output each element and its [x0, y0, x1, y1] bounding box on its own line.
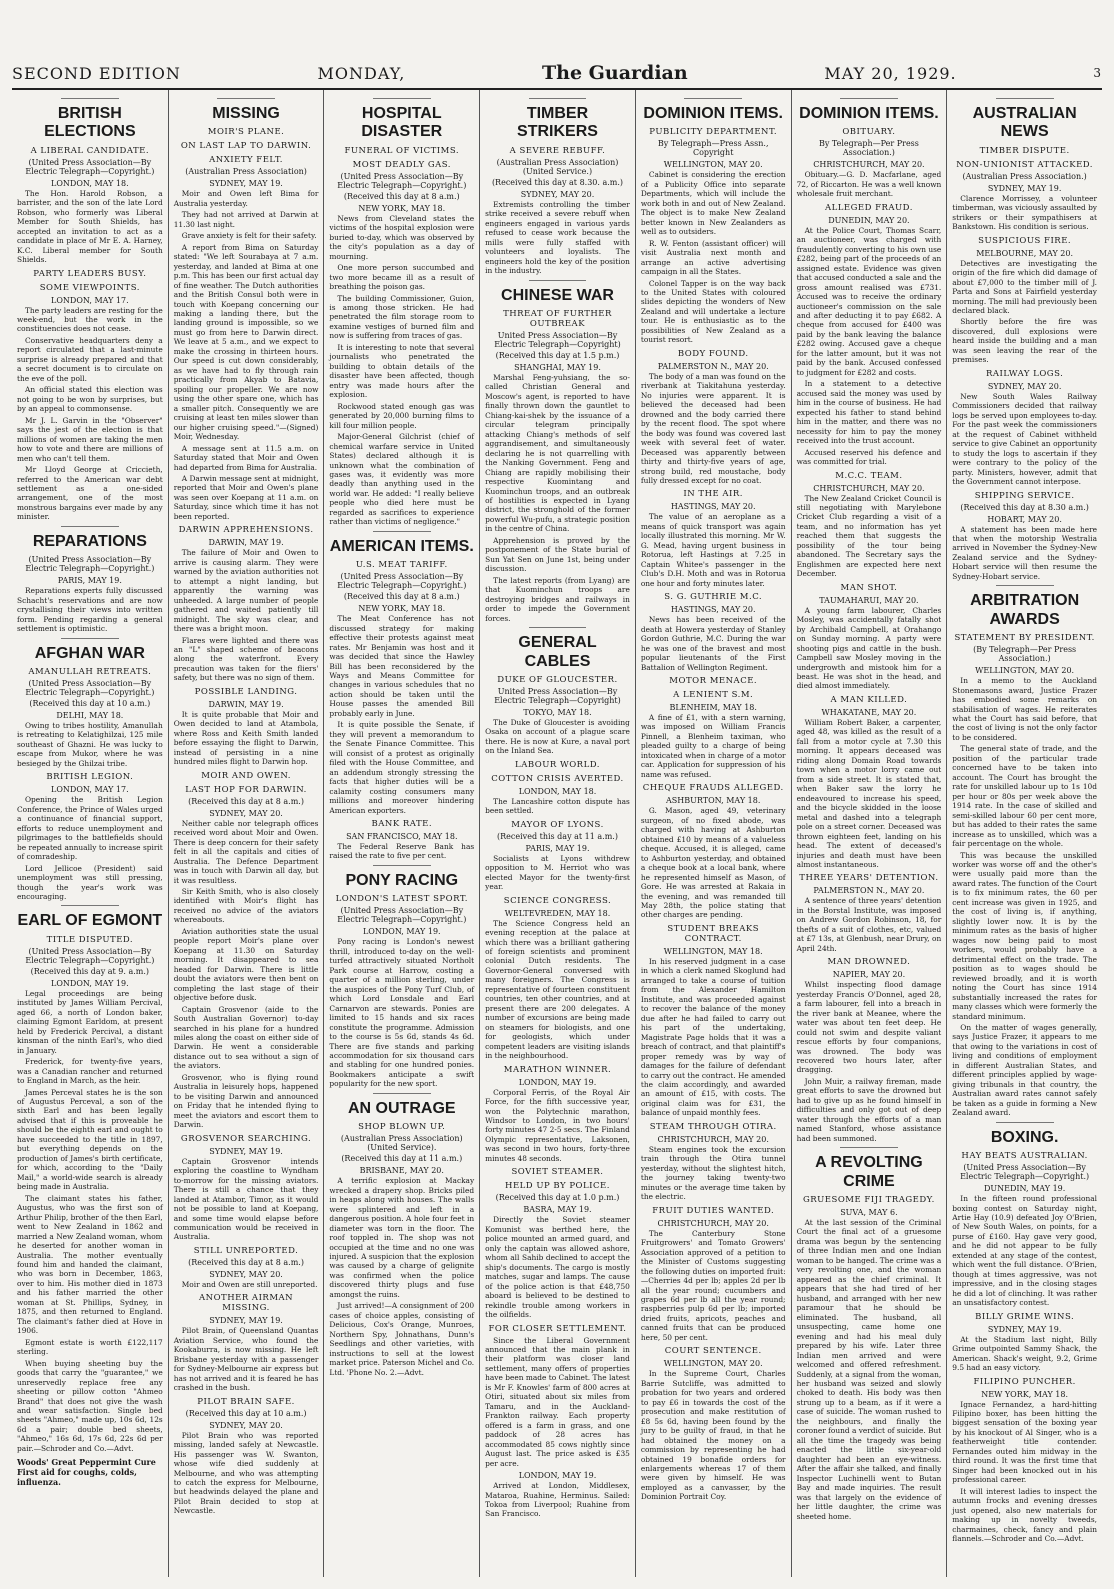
subheading: MOTOR MENACE.: [669, 676, 758, 687]
press-credit: (Australian Press Association): [185, 167, 307, 177]
body-paragraph: Shortly before the fire was discovered, dull explosions were heard inside the building and a man was seen leaving the rear of the premises.: [952, 317, 1097, 365]
dateline: CHRISTCHURCH, MAY 20.: [657, 1134, 769, 1144]
article-headline: REPARATIONS: [32, 532, 147, 550]
dateline: WELLINGTON, MAY 18.: [663, 946, 763, 956]
dateline: SYDNEY, MAY 20.: [209, 1269, 283, 1279]
divider: [529, 627, 587, 628]
subheading: BRITISH LEGION.: [46, 772, 134, 783]
body-paragraph: Directly the Soviet steamer Komunist was berthed here, the police mounted an armed guard, and only the captain was allowed ashore, whom all Sahib declined to accept the ship's documents. The cargo is mostly matches, sugar and lamps. The cause of the police action is that £48,750 aboard is believed to be destined to rekindle trouble among workers in the oilfields.: [485, 1215, 630, 1320]
body-paragraph: The Canterbury Stone Fruitgrowers' and Tomato Growers' Association approved of a petition to the Minister of Customs suggesting the following duties on imported fruit:—Cherries 4d per lb; apples 2d per lb all the year round; cucumbers and grapes 6d per lb all the year round; raspberries pulp 6d per lb; imported dried fruits, apricots, peaches and canned fruits that can be produced here, 50 per cent.: [640, 1228, 786, 1342]
article-headline: MISSING: [212, 105, 280, 122]
subheading: MAYOR OF LYONS.: [511, 819, 604, 830]
press-credit: (United Press Association—By Electric Telegraph—Copyright.): [337, 572, 467, 591]
body-paragraph: A Darwin message sent at midnight, reported that Moir and Owen's plane was seen over Koepang at 11 a.m. on Saturday, since which time it has not been reported.: [173, 473, 319, 521]
article-headline: CHINESE WAR: [501, 286, 614, 304]
dateline: WELLINGTON, MAY 20.: [663, 1359, 763, 1369]
body-paragraph: Owing to tribes hostility, Amanullah is retreating to Kelatighilzai, 125 mile southeast of Ghazni. He was lucky to escape from Mukor, where he was besieged by the Ghilzai tribe.: [17, 720, 163, 768]
body-paragraph: Lord Jellicoe (President) said unemployment was still pressing, though the year's work was encouraging.: [17, 863, 163, 901]
press-credit: (Received this day at 8 a.m.): [343, 191, 460, 201]
news-column-5: [635, 90, 791, 1577]
dateline: SYDNEY, MAY 20.: [209, 808, 283, 818]
press-credit: (Received this day at 8 a.m.): [188, 796, 304, 806]
subheading: MOIR AND OWEN.: [201, 770, 291, 781]
body-paragraph: The Lancashire cotton dispute has been settled.: [485, 796, 630, 816]
subheading: BODY FOUND.: [677, 348, 749, 359]
body-paragraph: Obituary.—G. D. Macfarlane, aged 72, of Riccarton. He was a well known wholesale fruit merchant.: [796, 170, 942, 199]
subheading: A LIBERAL CANDIDATE.: [30, 145, 150, 156]
article-headline: BOXING.: [990, 1128, 1059, 1146]
news-column-7: [946, 90, 1102, 1577]
body-paragraph: The Hon. Harold Robson, a barrister, and the son of the late Lord Robson, who formerly was Liberal Member for South Shields, has accepted an invitation to act as a candidate in place of Mr E. A. Harney, K.C. Liberal member for South Shields.: [17, 188, 163, 265]
body-paragraph: A report from Bima on Saturday stated: "We left Sourabaya at 7 a.m. yesterday, and landed at Bima at one p.m. This has been our first actual day of fine weather. The Dutch authorities and the British Consul both were in touch with Koepang concerning our making a landing there, but the landing ground is impossible, so we must go from here to Darwin direct. We leave at 5 a.m., and we expect to make the crossing in thirteen hours. Our speed is cut down considerably, as we have had to fly through rain practically from Akyab to Batavia, spoiling our propeller. We are now using the other spare one, which has a smaller pitch. Consequently we are cruising at least ten miles slower than our higher cruising speed."—(Signed) Moir, Wednesday.: [173, 242, 319, 442]
news-columns: [12, 90, 1102, 1577]
body-paragraph: Mr Lloyd George at Criccieth, referred to the American war debt settlement as a one-sided arrangement, one of the most monstrous bargains ever made by any minister.: [17, 465, 163, 522]
body-paragraph: Arrived at London, Middlesex, Mataroa, Ruahine, Herminus. Sailed: Tokoa from Liverpool; Ruahine from San Francisco.: [485, 1481, 630, 1519]
subheading: ANOTHER AIRMAN MISSING.: [199, 1293, 294, 1314]
body-paragraph: Corporal Ferris, of the Royal Air Force, for the fifth successive year, won the Polytechnic marathon, Windsor to London, in two hours' forty minutes 47 2-5 secs. The Finland Olympic representative, Laksonen, was second in two hours, forty-three minutes 48 seconds.: [485, 1087, 630, 1163]
body-paragraph: Aviation authorities state the usual people report Moir's plane over Koepang at 11.30 on Saturday morning. It disappeared to sea headed for Darwin. There is little doubt the aviators were then bent on completing the last stage of their objective before dusk.: [173, 926, 319, 1003]
body-paragraph: Accused reserved his defence and was committed for trial.: [796, 447, 942, 467]
body-paragraph: A message sent at 11.5 a.m. on Saturday stated that Moir and Owen had departed from Bima for Australia.: [173, 443, 319, 472]
subheading: AMANULLAH RETREATS.: [28, 666, 152, 677]
press-credit: (Received this day at 8.30. a.m.): [491, 177, 624, 187]
body-paragraph: Pilot Brain, of Queensland Quantas Aviation Service, who found the Kookaburra, is now missing. He left Brisbane yesterday with a passenger for Sydney-Melbourne air express but has not arrived and it is feared he has crashed in the bush.: [173, 1326, 319, 1393]
body-paragraph: Marshal Feng-yuhsiang, the so-called Christian General and Moscow's agent, is reported to have finally thrown down the gauntlet to Chiang-kai-shek by the issuance of a circular telegram principally attacking Chiang's methods of self aggrandisement, and simultaneously declaring he is not quarrelling with the Nanking Government. Feng and Chiang are rapidly mobilising their respective Kuomintang and Kuominchun troops, and an outbreak of hostilities is expected in Lyang district, the stronghold of the former powerful Wu-pufu, a strategic position in the centre of China.: [485, 372, 630, 534]
body-paragraph: The Federal Reserve Bank has raised the rate to five per cent.: [329, 842, 475, 861]
press-credit: (Received this day at 1.5 p.m.): [495, 350, 620, 360]
newspaper-title: The Guardian: [542, 62, 688, 84]
subheading: LABOUR WORLD.: [515, 759, 600, 770]
press-credit: (United Press Association—By Electric Telegraph—Copyright.): [337, 171, 467, 190]
dateline: DARWIN, MAY 19.: [208, 538, 284, 548]
body-paragraph: A terrific explosion at Mackay wrecked a drapery shop. Bricks piled in heaps along with houses. The walls were splintered and left in a dangerous position. A hole four feet in diameter was torn in the floor. The roof toppled in. The shop was not occupied at the time and no one was injured. A suspicion that the explosion was caused by a charge of gelignite was confirmed when the police discovered thirty plugs and fuse amongst the ruins.: [329, 1176, 475, 1299]
news-column-4: [479, 90, 635, 1577]
subheading: POSSIBLE LANDING.: [194, 686, 298, 697]
divider: [61, 98, 119, 99]
subheading: GROSVENOR SEARCHING.: [180, 1133, 312, 1144]
day-label: MONDAY,: [317, 63, 406, 83]
body-paragraph: In the fifteen round professional boxing contest on Saturday night, Artie Hay (10.9) defeated Joy O'Brien, of New South Wales, on points, for a purse of £160. Hay gave very good, and he did not appear to be fully extended at any stage of the contest, which went the full distance. O'Brien, though at times aggressive, was not impressive, and in the closing stages he did a lot of clinching. It was rather an unsatisfactory contest.: [952, 1194, 1097, 1308]
subheading: MOST DEADLY GAS.: [352, 159, 451, 170]
body-paragraph: New South Wales Railway Commissioners decided that railway logs be served upon employees to-day. For the past week the commissioners at the request of Cabinet withheld service to give Cabinet an opportunity to study the logs to ascertain if they were contrary to the policy of the party. Ministers, however, admit that the Government cannot interpose.: [952, 391, 1097, 487]
dateline: SYDNEY, MAY 20.: [987, 381, 1062, 391]
body-paragraph: John Muir, a railway fireman, made great efforts to save the drowned but had to give up as he found himself in difficulties and only got out of deep water through the efforts of a man named Stanford, whose assistance had been summoned.: [796, 1076, 942, 1143]
divider: [840, 1147, 898, 1148]
body-paragraph: Detectives are investigating the origin of the fire which did damage of about £7,000 to the timber mill of J. Parta and Sons at Fairfield yesterday morning. The mill had previously been declared black.: [952, 258, 1097, 315]
subheading: GRUESOME FIJI TRAGEDY.: [802, 1195, 935, 1206]
press-credit: (Received this day at 8 a.m.): [343, 592, 460, 602]
subheading: FUNERAL OF VICTIMS.: [344, 145, 460, 156]
dateline: NEW YORK, MAY 18.: [358, 203, 446, 213]
body-paragraph: Frederick, for twenty-five years, was a Canadian rancher and returned to England in March, as the heir.: [17, 1057, 163, 1086]
subheading: SOVIET STEAMER.: [511, 1167, 604, 1178]
body-paragraph: Grosvenor, who is flying round Australia in leisurely hops, happened to be visiting Darwin and announced on Friday that he intended flying to meet the aviators and escort them to Darwin.: [173, 1072, 319, 1130]
divider: [529, 98, 587, 99]
body-paragraph: The building Commissioner, Guion, is among those stricken. He had penetrated the film storage room to examine vestiges of burned film and now is suffering from traces of gas.: [329, 293, 475, 341]
body-paragraph: The New Zealand Cricket Council is still negotiating with Marylebone Cricket Club regarding a visit of a team, and no information has yet reached them that suggests the possibility of the tour being abandoned. The Secretary says the Englishmen are expected here next December.: [796, 493, 942, 579]
subheading: CHEQUE FRAUDS ALLEGED.: [642, 783, 784, 794]
press-credit: United Press Association—By Electric Telegraph—Copyright): [494, 686, 621, 705]
dateline: HASTINGS, MAY 20.: [670, 605, 756, 615]
divider: [61, 638, 119, 639]
body-paragraph: The claimant states his father, Augustus, who was the first son of Arthur Philip, brother of the then Earl, went to New Zealand in 1862 and married a New Zealand woman, whom he deserted for another woman in Australia. The mother eventually found him and handed the claimant, who was born in December, 1863, over to him. His mother died in 1873 and his father married the other woman at St. Phillips, Sydney, in 1875, and then returned to England. The claimant's father died at Hove in 1906.: [17, 1193, 163, 1336]
press-credit: (Received this day at 8.30 a.m.): [960, 502, 1089, 512]
dateline: DUNEDIN, MAY 20.: [828, 215, 910, 225]
subheading: PUBLICITY DEPARTMENT.: [649, 127, 778, 138]
dateline: LONDON, MAY 19.: [362, 927, 441, 937]
edition-label: SECOND EDITION: [12, 63, 181, 83]
subheading: ON LAST LAP TO DARWIN.: [180, 141, 312, 152]
subheading: RAILWAY LOGS.: [985, 368, 1064, 379]
subheading: SHOP BLOWN UP.: [358, 1122, 446, 1133]
subheading: A MAN KILLED.: [830, 694, 908, 705]
divider: [529, 280, 587, 281]
dateline: HASTINGS, MAY 20.: [670, 502, 756, 512]
body-paragraph: The value of an aeroplane as a means of quick transport was again locally illustrated this morning. Mr W. G. Mead, having urgent business in Rotorua, left Hastings at 7.25 in Captain Whitee's passenger in the Club's D.H. Moth and was in Rotorua one hour and forty minutes later.: [640, 512, 786, 588]
subheading: STILL UNREPORTED.: [193, 1245, 299, 1256]
body-paragraph: Socialists at Lyons withdrew opposition to M. Herriot who was elected Mayor for the twenty-first year.: [485, 853, 630, 892]
body-paragraph: It is quite possible the Senate, if they will prevent a memorandum to the Senate Finance Committee. This will consist of a protest as originally filed with the House Committee, and an addendum strongly stressing the facts that higher duties will be a calamity costing consumers many millions and moreover hindering American exporters.: [329, 720, 475, 815]
dateline: SHANGHAI, MAY 19.: [514, 362, 601, 372]
body-paragraph: One more person succumbed and two more became ill as a result of breathing the poison gas.: [329, 263, 475, 292]
dateline: WHAKATANE, MAY 20.: [821, 707, 917, 717]
subheading: STATEMENT BY PRESIDENT.: [954, 633, 1095, 644]
article-headline: A REVOLTING CRIME: [815, 1154, 923, 1190]
press-credit: (United Press Association—By Electric Telegraph—Copyright.): [337, 906, 467, 925]
subheading: M.C.C. TEAM.: [835, 470, 903, 481]
body-paragraph: In a statement to a detective accused said the money was used by him in the course of business. He had expected his father to stand behind him in the matter, and there was no necessity for him to pay the money received into the trust account.: [796, 379, 942, 446]
body-paragraph: Sir Keith Smith, who is also closely identified with Moir's flight has received no advice of the aviators whereabouts.: [173, 886, 319, 925]
body-paragraph: At the last session of the Criminal Court the final act of a gruesome drama was begun by the sentencing of three Indian men and one Indian woman to be hanged. The crime was a very revolting one, and the woman appeared as the chief criminal. It appears that she had tired of her husband, and arranged with her new paramour that he should be eliminated. The husband, all unsuspecting, came home one evening and had his meal duly prepared by his wife. Later three Indian men arrived and were welcomed and offered refreshment. Suddenly, at a signal from the woman, her husband was seized and slowly choked to death. His body was then strung up to a beam, as if it were a case of suicide. The woman rushed to the neighbours, and finally the coroner found a verdict of suicide. But all the time the tragedy was being enacted the little six-year-old daughter had been an eye-witness. After the affair she talked, and finally Inspector Luchinelli went to Butan Bay and made inquiries. The result was that largely on the evidence of her little daughter, the crime was sheeted home.: [796, 1218, 942, 1521]
body-paragraph: Clarence Morrissey, a volunteer timberman, was viciously assaulted by strikers or their sympathisers at Bankstown. His condition is serious.: [952, 193, 1097, 232]
article-headline: HOSPITAL DISASTER: [361, 105, 443, 141]
press-credit: (Received this day at 11 a.m.): [341, 1154, 463, 1164]
dateline: MELBOURNE, MAY 20.: [976, 248, 1074, 258]
body-paragraph: In the Supreme Court, Charles Barrie Sutcliffe, was admitted to probation for two years and ordered to pay £6 in towards the cost of the prosecution and make restitution of £8 5s 6d, having been found by the jury to be guilty of fraud, in that he had obtained the money on a commission by representing he had obtained 19 bonafide orders for enlargements whereas 17 of them were given by himself. He was employed as a canvasser, by the Dominion Portrait Coy.: [640, 1369, 786, 1502]
body-paragraph: At the Police Court, Thomas Scarr, an auctioneer, was charged with fraudulently converting to his own use £282, being part of the proceeds of an assigned estate. Evidence was given that accused conducted a sale and the gross amount realised was £731. Accused was to receive the ordinary auctioneer's commission on the sale and after deducting it to pay £682. A cheque from accused for £400 was paid by the bank leaving the balance £282 owing. Accused gave a cheque for the latter amount, but it was not paid by the bank. Accused confessed to judgment for £282 and costs.: [796, 225, 942, 377]
dateline: NEW YORK, MAY 18.: [981, 1389, 1068, 1399]
body-paragraph: Captain Grosvenor intends exploring the coastline to Wyndham to-morrow for the missing aviators. There is still a chance that they landed at Atambor, Timor, as it would not be possible to land at Koepang, and some time would elapse before communication would be received in Australia.: [173, 1156, 319, 1242]
body-paragraph: It is quite probable that Moir and Owen decided to land at Atambola, where Ross and Keith Smith landed before essaying the flight to Darwin, instead of persisting in a nine hundred miles flight to Darwin hop.: [173, 709, 319, 767]
press-credit: By Telegraph—Press Assn., Copyright: [657, 139, 769, 158]
divider: [996, 1122, 1054, 1123]
subheading: ALLEGED FRAUD.: [824, 202, 913, 213]
subheading: PARTY LEADERS BUSY.: [33, 268, 147, 279]
body-paragraph: A young farm labourer, Charles Mosley, was accidentally fatally shot by Archibald Campbell, at Orahango on Sunday morning. A party were shooting pigs and cattle in the bush. Campbell saw Mosley moving in the undergrowth and mistook him for a beast. He was shot in the head, and died almost immediately.: [796, 605, 942, 691]
dateline: PALMERSTON N., MAY 20.: [813, 886, 925, 896]
article-headline: AFGHAN WAR: [34, 644, 145, 662]
body-paragraph: Opening the British Legion Conference, the Prince of Wales urged a continuance of financial support, efforts to reduce unemployment and pilgrimages to the battlefields should be repeated annually to increase spirit of comradeship.: [17, 795, 163, 862]
subheading: HELD UP BY POLICE.: [505, 1181, 610, 1192]
divider: [996, 585, 1054, 586]
subheading: S. G. GUTHRIE M.C.: [664, 592, 763, 603]
dateline: DUNEDIN, MAY 19.: [983, 1184, 1066, 1194]
subheading: BANK RATE.: [371, 819, 433, 830]
subheading: TIMBER DISPUTE.: [979, 145, 1070, 156]
body-paragraph: R. W. Fenton (assistant officer) will visit Australia next month and arrange an active advertising campaign in all the States.: [640, 238, 786, 277]
article-headline: AUSTRALIAN NEWS: [972, 105, 1077, 141]
dateline: LONDON, MAY 19.: [51, 978, 129, 988]
body-paragraph: The party leaders are resting for the week-end, but the work in the constituencies does not cease.: [17, 305, 163, 334]
body-paragraph: James Perceval states he is the son of Augustus Perceval, a son of the sixth Earl and has been legally advised that if this is proveable he should be the eighth earl and ought to have succeeded to the title in 1897, but everything depends on the production of James's birth certificate, for which, according to the "Daily Mail," a world-wide search is already being made in Australia.: [17, 1087, 163, 1192]
body-paragraph: Moir and Owen are still unreported.: [181, 1279, 318, 1289]
body-paragraph: Rockwood stated enough gas was generated by 20,000 burning films to kill four million people.: [329, 401, 475, 430]
dateline: WELLINGTON, MAY 20.: [663, 160, 763, 170]
subheading: HAY BEATS AUSTRALIAN.: [961, 1151, 1088, 1162]
subheading: THREAT OF FURTHER OUTBREAK: [503, 308, 612, 329]
body-paragraph: Extremists controlling the timber strike received a severe rebuff when engineers engaged in various yards refused to cease work because the mills were fully staffed with volunteers and loyalists. The engineers hold the key of the position in the industry.: [485, 199, 630, 276]
subheading: DUKE OF GLOUCESTER.: [497, 674, 618, 685]
press-credit: (Received this day at 9. a.m.): [30, 966, 150, 976]
dateline: NEW YORK, MAY 18.: [358, 604, 446, 614]
subheading: A LENIENT S.M.: [673, 690, 754, 701]
article-headline: PONY RACING: [345, 871, 459, 889]
body-paragraph: On the matter of wages generally, says Justice Frazer, it appears to me that owing to the variations in cost of living and conditions of employment in different Australian States, and different principles applied by wage-giving tribunals in that country, the Australian award rates cannot safely be taken as a guide in forming a New Zealand award.: [952, 1022, 1097, 1118]
dateline: SAN FRANCISCO, MAY 18.: [346, 832, 458, 842]
subheading: MAN SHOT.: [840, 582, 898, 593]
divider: [684, 98, 742, 99]
body-paragraph: They had not arrived at Darwin at 11.30 last night.: [173, 210, 319, 229]
press-credit: United Press Association—By Electric Telegraph—Copyright): [494, 330, 621, 349]
body-paragraph: Legal proceedings are being instituted by James William Percival, aged 66, a north of London baker, claiming Egmont Earldom, at present held by Frederick Percival, a distant kinsman of the ninth Earl's, who died in January.: [17, 988, 163, 1055]
press-credit: (United Press Association—By Electric Telegraph—Copyright.): [25, 157, 155, 176]
subheading: SUSPICIOUS FIRE.: [978, 235, 1072, 246]
dateline: BLENHEIM, MAY 18.: [669, 703, 757, 713]
body-paragraph: The Meat Conference has not discussed strategy for making effective their protests against meat rates. Mr Benjamin was host and it was decided that since the Hawley Bill has been reconsidered by the Ways and Means Committee for changes in various schedules that no action should be taken until the House passes the amended Bill probably early in June.: [329, 614, 475, 718]
press-credit: (Australian Press Association.): [962, 171, 1087, 181]
subheading: MARATHON WINNER.: [503, 1064, 612, 1075]
article-headline: TIMBER STRIKERS: [517, 105, 598, 141]
divider: [840, 98, 898, 99]
subheading: FRUIT DUTIES WANTED.: [652, 1205, 775, 1216]
body-paragraph: Ignace Fernandez, a hard-hitting Filipino boxer, has been hitting the biggest sensation of the boxing year by his knockout of Al Singer, who is a featherweight title contender. Fernandes outed him midway in the third round. It was the first time that Singer had been knocked out in his professional career.: [952, 1399, 1097, 1485]
body-paragraph: Mr J. L. Garvin in the "Observer" says the jest of the election is that millions of women are taking the men how to vote and there are millions of men who can't tell them.: [17, 415, 163, 463]
dateline: DARWIN, MAY 19.: [208, 699, 284, 709]
body-paragraph: A sentence of three years' detention in the Borstal Institute, was imposed on Andrew Gordon Robinson, 18, for thefts of a suit of clothes, etc, valued at £7 13s, at Glenbush, near Drury, on April 24th.: [796, 896, 942, 953]
dateline: TAUMAHARUI, MAY 20.: [819, 595, 919, 605]
subheading: MOIR'S PLANE.: [207, 127, 285, 138]
subheading: ANXIETY FELT.: [209, 155, 283, 166]
body-paragraph: An official stated this election was not going to be won by surprises, but by an appeal to commonsense.: [17, 385, 163, 414]
body-paragraph: Colonel Tapper is on the way back to the United States with coloured slides depicting the wonders of New Zealand and will undertake a lecture tour. He is enthusiastic as to the possibilities of New Zealand as a tourist resort.: [640, 278, 786, 345]
dateline: CHRISTCHURCH, MAY 20.: [813, 160, 925, 170]
subheading: LONDON'S LATEST SPORT.: [335, 894, 468, 905]
subheading: IN THE AIR.: [683, 489, 743, 500]
divider: [217, 98, 275, 99]
body-paragraph: News has been received of the death at Howera yesterday of Stanley Gordon Guthrie, M.C. During the war he was one of the bravest and most popular lieutenants of the First Battalion of Wellington Regiment.: [640, 615, 786, 672]
dateline: PARIS, MAY 19.: [525, 843, 590, 853]
subheading: SHIPPING SERVICE.: [974, 490, 1075, 501]
dateline: TOKYO, MAY 18.: [523, 707, 592, 717]
dateline: DELHI, MAY 18.: [56, 710, 124, 720]
dateline: LONDON, MAY 18.: [51, 178, 129, 188]
body-paragraph: The Science Congress held an evening reception at the palace at which there was a brilliant gathering of foreign scientists and prominent colonial Dutch residents. The Governor-General conversed with many foreigners. The Congress is representative of fourteen constituent countries, ten other countries, and at present there are 200 delegates. A number of excursions are being made on steamers for biologists, and one for geologists, which under competent leaders are visiting islands in the neighbourhood.: [485, 918, 630, 1061]
body-paragraph: The latest reports (from Lyang) are that Kuominchun troops are destroying bridges and railways in order to impede the Government forces.: [485, 575, 630, 623]
press-credit: (Australian Press Association) (United Service.): [496, 157, 619, 176]
body-paragraph: The Duke of Gloucester is avoiding Osaka on account of a plague scare there. He is now at Kure, a naval port on the Inland Sea.: [485, 717, 630, 756]
press-credit: (Received this day at 8 a.m.): [188, 1257, 304, 1267]
body-paragraph: Cabinet is considering the erection of a Publicity Office into separate Departments, which will include the work both in and out of New Zealand. The object is to make New Zealand better known in New Zealanders as well as to outsiders.: [640, 170, 786, 237]
dateline: LONDON, MAY 19.: [518, 1471, 597, 1481]
press-credit: (United Press Association—By Electric Telegraph—Copyright.): [960, 1163, 1090, 1182]
press-credit: (United Press Association—By Electric Telegraph—Copyright.): [25, 946, 155, 965]
divider: [373, 531, 431, 532]
dateline: SYDNEY, MAY 20.: [520, 189, 595, 199]
body-paragraph: News from Cleveland states the victims of the hospital explosion were buried to-day, which was observed by the city's population as a day of mourning.: [329, 213, 475, 261]
body-paragraph: The general state of trade, and the position of the particular trade concerned have to be taken into account. The Court has brought the rate for unskilled labour up to 1s 10d per hour or 80s per week above the 1914 rate. In the case of skilled and semi-skilled labour 60 per cent more, but has added to their rates the same increase as to unskilled, which was a fair percentage on the whole.: [952, 744, 1097, 849]
press-credit: (United Press Association—By Electric Telegraph—Copyright.): [25, 555, 155, 574]
article-headline: EARL OF EGMONT: [17, 912, 163, 930]
dateline: LONDON, MAY 17.: [51, 785, 129, 795]
dateline: WELLINGTON, MAY 20.: [975, 666, 1075, 676]
subheading: LAST HOP FOR DARWIN.: [185, 784, 307, 795]
body-paragraph: It will interest ladies to inspect the autumn frocks and evening dresses just opened, also new materials for making up in novelty tweeds, charmaines, check, fancy and plain flannels.—Schroder and Co.—Advt.: [952, 1486, 1097, 1544]
news-column-3: [323, 90, 479, 1577]
advertisement: Woods' Great Peppermint Cure First aid for coughs, colds, influenza.: [17, 1457, 156, 1488]
body-paragraph: Captain Grosvenor (aide to the South Australian Governor) to-day searched in his plane for a hundred miles along the coast on either side of Darwin. He went a considerable distance out to sea without a sign of the aviators.: [173, 1004, 319, 1071]
subheading: FILIPINO PUNCHER.: [973, 1376, 1076, 1387]
dateline: HOBART, MAY 20.: [987, 514, 1062, 524]
dateline: SYDNEY, MAY 19.: [987, 1324, 1062, 1334]
dateline: LONDON, MAY 18.: [518, 786, 597, 796]
news-column-2: [168, 90, 324, 1577]
subheading: THREE YEARS' DETENTION.: [799, 873, 939, 884]
press-credit: (Received this day at 10 a.m.): [29, 698, 151, 708]
body-paragraph: Pony racing is London's newest thrill, introduced to-day on the well-turfed attractively situated Northolt Park course at Harrow, costing a quarter of a million sterling, under the auspices of the Pony Turf Club, of which Lord Lonsdale and Earl Carnarvon are stewards. Ponies are limited to 15 hands and six races constitute the programme. Admission to the course is 5s 6d, stands 4s 6d. There are five stands and parking accommodation for six thousand cars and stabling for one hundred ponies. Bookmakers anticipate a swift popularity for the new sport.: [329, 937, 475, 1089]
divider: [996, 98, 1054, 99]
dateline: SYDNEY, MAY 20.: [209, 1420, 283, 1430]
subheading: DARWIN APPREHENSIONS.: [178, 525, 314, 536]
body-paragraph: The failure of Moir and Owen to arrive is causing alarm. They were warned by the aviation authorities not to attempt a night landing, but apparently the warning was unheeded. A large number of people gathered and waited patiently till midnight. The sky was clear, and there was a bright moon.: [173, 548, 319, 634]
dateline: SYDNEY, MAY 19.: [209, 1316, 283, 1326]
body-paragraph: Whilst inspecting flood damage yesterday Francis O'Donnel, aged 28, a farm labourer, fell into a breach in the river bank at Meanee, where the water was about ten feet deep. He could not swim and despite valiant rescue efforts by four companions, was drowned. The body was recovered two hours later, after dragging.: [796, 980, 942, 1075]
masthead: [12, 58, 1102, 90]
body-paragraph: G. Mason, aged 49, veterinary surgeon, of no fixed abode, was charged with having at Ashburton obtained £10 by means of a valueless cheque. Accused, it is alleged, came to Ashburton yesterday, and obtained a cheque book at a local bank, where he represented himself as Mason, of Gore. He was arrested at Rakaia in the evening, and was remanded till May 28th, the police stating that other charges are pending.: [640, 806, 786, 920]
body-paragraph: Apprehension is proved by the postponement of the State burial of Sun Yat Sen on June 1st, being under discussion.: [485, 535, 630, 574]
article-headline: AMERICAN ITEMS.: [329, 537, 474, 555]
subheading: TITLE DISPUTED.: [46, 934, 134, 945]
dateline: LONDON, MAY 17.: [51, 295, 129, 305]
divider: [373, 865, 431, 866]
press-credit: (United Press Association—By Electric Telegraph—Copyright.): [25, 678, 155, 697]
body-paragraph: In a memo to the Auckland Stonemasons award, Justice Frazer has embodied some remarks on stabilisation of wages. He reiterates what the Court has said before, that the cost of living is not the only factor to be considered.: [952, 676, 1097, 742]
body-paragraph: Flares were lighted and there was an "L" shaped scheme of beacons along the waterfront. Every precaution was taken for the fliers' safety, but there was no sign of them.: [173, 635, 319, 683]
divider: [373, 98, 431, 99]
dateline: ASHBURTON, MAY 18.: [666, 796, 761, 806]
subheading: MAN DROWNED.: [827, 957, 911, 968]
body-paragraph: Egmont estate is worth £122,117 sterling.: [17, 1337, 163, 1357]
body-paragraph: Reparations experts fully discussed Schacht's reservations and are now crystallising their views into written form. Pending regarding a general settlement is optimistic.: [17, 586, 163, 634]
subheading: PILOT BRAIN SAFE.: [197, 1396, 295, 1407]
article-headline: DOMINION ITEMS.: [643, 105, 783, 122]
body-paragraph: Pilot Brain who was reported missing, landed safely at Newcastle. His passenger was W. Swanton, whose wife died suddenly at Melbourne, and who was attempting to catch the express for Melbourne, but headwinds delayed the plane and Pilot Brain decided to stop at Newcastle.: [173, 1430, 319, 1516]
dateline: CHRISTCHURCH, MAY 20.: [813, 483, 925, 493]
body-paragraph: A statement has been made here that when the motorship Westralia arrived in November the Sydney-New Zealand service and the Sydney-Hobart service will then resume the Sydney-Hobart service.: [952, 524, 1097, 581]
subheading: U.S. MEAT TARIFF.: [355, 560, 448, 571]
article-headline: ARBITRATION AWARDS: [970, 592, 1080, 628]
press-credit: (Received this day at 10 a.m.): [185, 1408, 307, 1418]
body-paragraph: Major-General Gilchrist (chief of chemical warfare service in United States) declared although it is unknown what the combination of gases was, it evidently was more deadly than anything used in the world war. He added: "I really believe people who died here must be regarded as sacrifices to experience rather than victims of negligence.": [329, 432, 475, 527]
subheading: STEAM THROUGH OTIRA.: [649, 1121, 777, 1132]
dateline: SUVA, MAY 6.: [840, 1208, 898, 1218]
body-paragraph: When buying sheeting buy the goods that carry the "guarantee," we unreservedly replace free any sheeting or pillow cotton "Ahmeo Brand" that does not give the wash and wear satisfaction. Single bed sheets "Ahmeo," made up, 10s 6d, 12s 6d a pair; double bed sheets, "Ahmeo," 16s 6d, 17s 6d, 22s 6d per pair.—Schroder and Co.—Advt.: [17, 1358, 163, 1453]
dateline: CHRISTCHURCH, MAY 20.: [657, 1218, 769, 1228]
subheading: STUDENT BREAKS CONTRACT.: [667, 923, 760, 944]
press-credit: (Received this day at 11 a.m.): [497, 831, 618, 841]
subheading: BILLY GRIME WINS.: [975, 1311, 1075, 1322]
dateline: WELTEVREDEN, MAY 18.: [504, 908, 611, 918]
subheading: SOME VIEWPOINTS.: [39, 282, 140, 293]
divider: [61, 905, 119, 906]
dateline: SYDNEY, MAY 19.: [209, 1146, 283, 1156]
subheading: COURT SENTENCE.: [664, 1346, 762, 1357]
dateline: BASRA, MAY 19.: [523, 1205, 592, 1215]
article-headline: GENERAL CABLES: [518, 634, 597, 670]
body-paragraph: It is interesting to note that several journalists who penetrated the building to obtain details of the disaster have been affected, though entry was made hours after the explosion.: [329, 342, 475, 400]
body-paragraph: In his reserved judgment in a case in which a clerk named Skoglund had arranged to take a course of tuition from the Alexander Hamilton Institute, and was proceeded against to recover the balance of the money due after he had failed to carry out his part of the undertaking, Magistrate Page holds that it was a breach of contract, and that plaintiff's proper remedy was by way of damages for the failure of defendant to carry out the contract. He amended the claim accordingly, and awarded an amount of £15, with costs. The original claim was for £31, the balance of unpaid monthly fees.: [640, 956, 786, 1118]
date-label: MAY 20, 1929.: [824, 63, 957, 83]
dateline: BRISBANE, MAY 20.: [359, 1166, 444, 1176]
article-headline: DOMINION ITEMS.: [799, 105, 939, 122]
dateline: PARIS, MAY 19.: [57, 576, 122, 586]
body-paragraph: A fine of £1, with a stern warning, was imposed on William Francis Pinnell, a Blenheim taximan, who pleaded guilty to a charge of being intoxicated when in charge of a motor car. Application for suppression of his name was refused.: [640, 713, 786, 779]
divider: [373, 1093, 431, 1094]
dateline: SYDNEY, MAY 19.: [987, 183, 1062, 193]
subheading: SCIENCE CONGRESS.: [503, 895, 612, 906]
news-column-1: [12, 90, 168, 1577]
body-paragraph: Just arrived!—A consignment of 200 cases of choice apples, consisting of Delicious, Cox's Orange, Munroes, Northern Spy, Johnathans, Dunn's Seedlings and other varieties, with instructions to sell at the lowest market price. Paterson Michel and Co. Ltd. 'Phone No. 2.—Advt.: [329, 1301, 475, 1377]
body-paragraph: The body of a man was found on the riverbank at Tiakitahuna yesterday. No injuries were apparent. It is believed the deceased had been drowned and the body carried there by the recent flood. The spot where the body was found was covered last week with several feet of water. Deceased was apparently between thirty and thirty-five years of age, strong build, red moustache, body fully dressed except for no coat.: [640, 371, 786, 485]
body-paragraph: Neither cable nor telegraph offices received word about Moir and Owen. There is deep concern for their safety felt in all the capitals and cities of Australia. The Defence Department was in touch with Darwin all day, but it was resultless.: [173, 818, 319, 885]
news-column-6: [791, 90, 947, 1577]
article-headline: AN OUTRAGE: [348, 1099, 456, 1117]
article-headline: BRITISH ELECTIONS: [44, 105, 136, 141]
dateline: LONDON, MAY 19.: [518, 1077, 597, 1087]
press-credit: By Telegraph—Per Press Association.): [818, 139, 919, 158]
page-number: 3: [1093, 66, 1102, 80]
dateline: SYDNEY, MAY 19.: [209, 179, 283, 189]
body-paragraph: This was because the unskilled worker was worse off and the other's were usually paid more than the award rates. The function of the Court is to fix minimum rates, the 60 per cent increase was given in 1925, and the cost of living is, if anything, slightly lower now. It is by the minimum rates as the basis of higher wages now being paid to most workers, would probably have a detrimental effect on the trade. The position as to wages should be reviewed broadly, and it is worth noting the Court has since 1914 substantially increased the rates for many classes which were formerly the standard minimum.: [952, 850, 1097, 1021]
body-paragraph: William Robert Baker, a carpenter, aged 48, was killed as the result of a fall from a motor cycle at 7.30 this morning. It appears deceased was riding along Domain Road towards town when a motor lorry came out from a side street. It is stated that, when Baker saw the lorry he endeavoured to increase his speed, and the bicycle skidded in the loose metal and dashed into a telegraph pole on a street corner. Deceased was thrown eighteen feet, landing on his head. The extent of deceased's injuries and death must have been almost instantaneous.: [796, 717, 942, 869]
subheading: A SEVERE REBUFF.: [509, 145, 606, 156]
body-paragraph: Conservative headquarters deny a report circulated that a last-minute surprise is already prepared and that a secret document is to circulate on the eve of the poll.: [17, 335, 163, 383]
subheading: NON-UNIONIST ATTACKED.: [956, 159, 1093, 170]
press-credit: (Received this day at 1.0 p.m.): [495, 1193, 620, 1203]
body-paragraph: At the Stadium last night, Billy Grime outpointed Sammy Shack, the American. Shack's weight, 9.2, Grime 9.5 had an easy victory.: [952, 1334, 1097, 1373]
dateline: NAPIER, MAY 20.: [832, 970, 906, 980]
body-paragraph: Since the Liberal Government announced that the main plank in their platform was closer land settlement, many offers of properties have been made to Cabinet. The latest is Mr F. Knowles' farm of 800 acres at Otiri, situated about six miles from Tamaru, and in the Auckland-Frankton railway. Each property offered is a farm in grass, and one paddock of 28 acres has accommodated 85 cows nightly since August last. The price asked is £35 per acre.: [485, 1335, 630, 1468]
body-paragraph: Steam engines took the excursion train through the Otira tunnel yesterday, without the slightest hitch, the journey taking twenty-two minutes or the average time taken by the electric.: [640, 1144, 786, 1202]
subheading: COTTON CRISIS AVERTED.: [491, 773, 624, 784]
press-credit: (Australian Press Association) (United Service).: [340, 1134, 463, 1153]
subheading: OBITUARY.: [842, 127, 896, 138]
press-credit: (By Telegraph—Per Press Association.): [973, 645, 1077, 664]
body-paragraph: Grave anxiety is felt for their safety.: [181, 231, 317, 241]
body-paragraph: Moir and Owen left Bima for Australia yesterday.: [173, 189, 319, 208]
subheading: FOR CLOSER SETTLEMENT.: [488, 1323, 627, 1334]
dateline: PALMERSTON N., MAY 20.: [657, 361, 769, 371]
divider: [61, 526, 119, 527]
